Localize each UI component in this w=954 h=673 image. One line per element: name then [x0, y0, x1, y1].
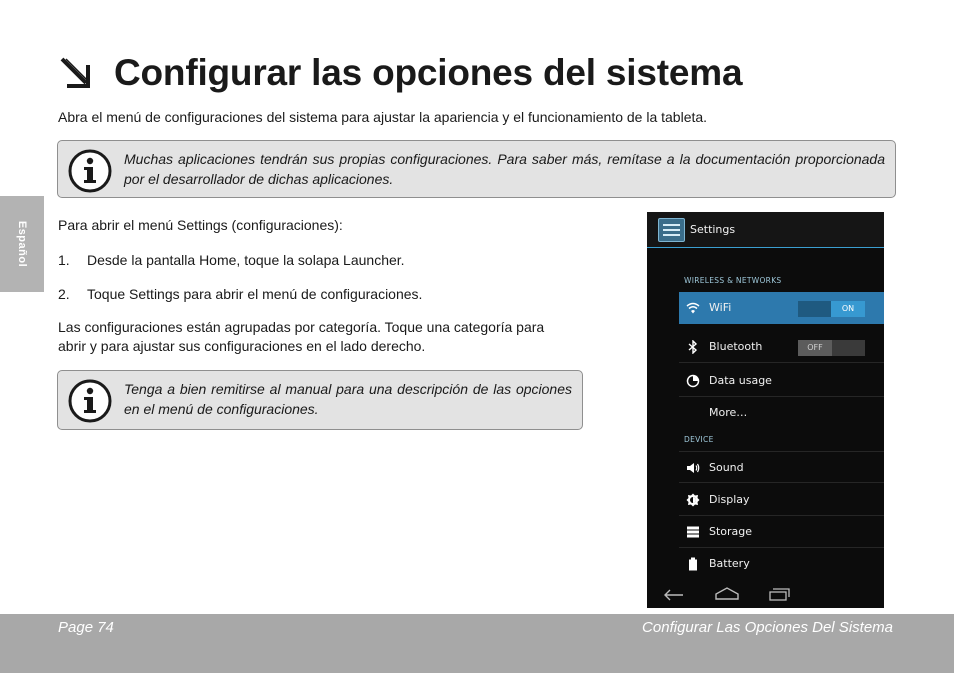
- home-icon[interactable]: [714, 584, 740, 602]
- settings-app-title: Settings: [690, 223, 736, 236]
- settings-item-battery[interactable]: [679, 548, 884, 580]
- settings-item-label: Storage: [709, 525, 753, 538]
- info-icon: [68, 149, 112, 193]
- page-title: [58, 48, 742, 98]
- settings-item-display[interactable]: [679, 484, 884, 516]
- language-tab-label: Español: [16, 220, 28, 268]
- step-text: Toque Settings para abrir el menú de configuraciones.: [87, 286, 423, 302]
- bluetooth-icon: [686, 340, 700, 354]
- step-item: [58, 285, 422, 304]
- settings-item-label: Sound: [709, 461, 744, 474]
- settings-item-data-usage[interactable]: [679, 365, 884, 397]
- arrow-down-right-icon: [58, 56, 92, 90]
- info-note: [57, 140, 896, 198]
- footer-section-title: Configurar Las Opciones Del Sistema: [642, 619, 893, 636]
- settings-item-label: Bluetooth: [709, 340, 763, 353]
- step-text: Desde la pantalla Home, toque la solapa Launcher.: [87, 252, 405, 268]
- display-icon: [686, 493, 700, 507]
- settings-screenshot: [647, 212, 884, 608]
- settings-item-sound[interactable]: [679, 451, 884, 483]
- settings-item-storage[interactable]: [679, 516, 884, 548]
- body-paragraph-line: abrir y para ajustar sus configuraciones en el lado derecho.: [58, 338, 426, 354]
- info-icon: [68, 379, 112, 423]
- battery-icon: [686, 557, 700, 571]
- back-icon[interactable]: [661, 584, 687, 602]
- info-note-text: Tenga a bien remitirse al manual para una descripción de las opciones en el menú de configuraciones.: [124, 381, 572, 417]
- toggle-state: OFF: [798, 340, 832, 356]
- steps-lead: Para abrir el menú Settings (configuraciones):: [58, 217, 343, 233]
- section-header-wireless: WIRELESS & NETWORKS: [684, 276, 782, 285]
- recent-apps-icon[interactable]: [767, 584, 793, 602]
- section-header-device: DEVICE: [684, 435, 714, 444]
- settings-item-wifi[interactable]: [679, 292, 884, 324]
- intro-paragraph: Abra el menú de configuraciones del sistema para ajustar la apariencia y el funcionamiento de la tableta.: [58, 109, 708, 125]
- step-number: 2.: [58, 286, 70, 302]
- settings-item-more[interactable]: [679, 397, 884, 429]
- page-number: Page 74: [58, 619, 114, 636]
- step-number: 1.: [58, 252, 70, 268]
- storage-icon: [686, 525, 700, 539]
- language-tab: [0, 196, 44, 292]
- settings-item-bluetooth[interactable]: [679, 331, 884, 363]
- wifi-toggle[interactable]: [798, 301, 865, 317]
- settings-item-label: More…: [709, 406, 748, 419]
- info-note: [57, 370, 583, 430]
- settings-item-label: Battery: [709, 557, 750, 570]
- page-title-text: Configurar las opciones del sistema: [114, 52, 743, 93]
- settings-action-bar: [647, 212, 884, 248]
- settings-item-label: WiFi: [709, 301, 732, 314]
- settings-app-icon: [658, 218, 685, 242]
- bluetooth-toggle[interactable]: [798, 340, 865, 356]
- settings-item-label: Data usage: [709, 374, 772, 387]
- data-usage-icon: [686, 374, 700, 388]
- android-navigation-bar: [647, 578, 884, 608]
- page-footer: [0, 614, 954, 673]
- step-item: [58, 251, 405, 270]
- toggle-state: ON: [831, 301, 865, 317]
- settings-item-label: Display: [709, 493, 750, 506]
- body-paragraph-line: Las configuraciones están agrupadas por categoría. Toque una categoría para: [58, 319, 545, 335]
- info-note-text: Muchas aplicaciones tendrán sus propias configuraciones. Para saber más, remítase a la documentación proporcionada por el desarrollador de dichas aplicaciones.: [124, 151, 885, 187]
- wifi-icon: [686, 301, 700, 315]
- sound-icon: [686, 461, 700, 475]
